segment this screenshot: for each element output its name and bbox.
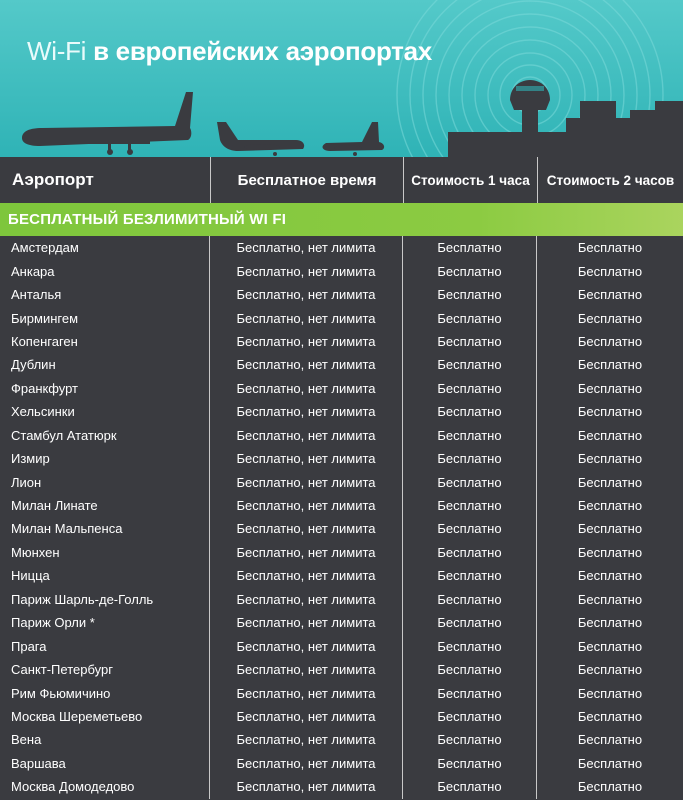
cell-free-time: Бесплатно, нет лимита [210,400,403,423]
terminal-building [448,101,683,157]
cell-airport: Москва Домодедово [0,775,210,798]
cell-airport: Мюнхен [0,541,210,564]
cell-cost-2h: Бесплатно [577,240,643,256]
cell-airport: Прага [0,634,210,657]
cell-cost-1h: Бесплатно [403,494,537,517]
header-cost-1h: Стоимость 1 часа [403,157,537,203]
cell-cost-1h: Бесплатно [403,236,537,259]
header-free-time: Бесплатное время [210,157,403,203]
cell-free-time: Бесплатно, нет лимита [210,775,403,798]
cell-cost-1h: Бесплатно [403,517,537,540]
cell-airport: Париж Орли * [0,611,210,634]
cell-free-time: Бесплатно, нет лимита [210,564,403,587]
cell-free-time: Бесплатно, нет лимита [210,236,403,259]
hero-banner [0,0,683,157]
cell-cost-1h: Бесплатно [403,658,537,681]
cell-cost-1h: Бесплатно [403,634,537,657]
cell-airport: Лион [0,470,210,493]
cell-cost-1h: Бесплатно [403,775,537,798]
cell-cost-1h: Бесплатно [403,400,537,423]
table-row [0,236,683,259]
cell-cost-2h: Бесплатно [577,638,643,654]
cell-cost-2h: Бесплатно [577,427,643,443]
cell-cost-1h: Бесплатно [403,377,537,400]
cell-cost-2h: Бесплатно [577,544,643,560]
cell-free-time: Бесплатно, нет лимита [210,306,403,329]
cell-cost-2h: Бесплатно [577,380,643,396]
cell-free-time: Бесплатно, нет лимита [210,494,403,517]
cell-airport: Анталья [0,283,210,306]
table-row [0,447,683,470]
cell-cost-2h: Бесплатно [577,779,643,795]
table-row [0,541,683,564]
cell-cost-2h: Бесплатно [577,685,643,701]
cell-cost-1h: Бесплатно [403,283,537,306]
table-row [0,330,683,353]
cell-airport: Милан Линате [0,494,210,517]
cell-airport: Париж Шарль-де-Голль [0,588,210,611]
cell-airport: Вена [0,728,210,751]
cell-airport: Хельсинки [0,400,210,423]
cell-airport: Рим Фьюмичино [0,681,210,704]
cell-airport: Амстердам [0,236,210,259]
table-row [0,681,683,704]
cell-free-time: Бесплатно, нет лимита [210,658,403,681]
cell-airport: Ницца [0,564,210,587]
table-row [0,283,683,306]
cell-cost-2h: Бесплатно [577,708,643,724]
table-row [0,658,683,681]
cell-cost-1h: Бесплатно [403,447,537,470]
table-row [0,470,683,493]
cell-cost-1h: Бесплатно [403,728,537,751]
cell-cost-1h: Бесплатно [403,470,537,493]
cell-free-time: Бесплатно, нет лимита [210,728,403,751]
title-wifi: Wi-Fi [27,36,87,66]
cell-airport: Стамбул Ататюрк [0,424,210,447]
cell-airport: Анкара [0,259,210,282]
section-banner: БЕСПЛАТНЫЙ БЕЗЛИМИТНЫЙ WI FI [0,203,683,236]
cell-cost-2h: Бесплатно [577,521,643,537]
cell-free-time: Бесплатно, нет лимита [210,259,403,282]
table-row [0,353,683,376]
cell-cost-2h: Бесплатно [577,732,643,748]
cell-cost-2h: Бесплатно [577,357,643,373]
cell-free-time: Бесплатно, нет лимита [210,447,403,470]
table-row [0,259,683,282]
cell-cost-2h: Бесплатно [577,755,643,771]
table-row [0,705,683,728]
table-row [0,424,683,447]
cell-cost-1h: Бесплатно [403,681,537,704]
cell-free-time: Бесплатно, нет лимита [210,424,403,447]
airport-skyline-illustration [0,0,683,157]
table-row [0,377,683,400]
cell-airport: Копенгаген [0,330,210,353]
cell-airport: Москва Шереметьево [0,705,210,728]
cell-airport: Милан Мальпенса [0,517,210,540]
cell-cost-1h: Бесплатно [403,259,537,282]
cell-airport: Измир [0,447,210,470]
cell-airport: Санкт-Петербург [0,658,210,681]
cell-cost-1h: Бесплатно [403,541,537,564]
cell-free-time: Бесплатно, нет лимита [210,681,403,704]
cell-cost-1h: Бесплатно [403,611,537,634]
cell-cost-2h: Бесплатно [577,404,643,420]
table-row [0,728,683,751]
cell-free-time: Бесплатно, нет лимита [210,353,403,376]
cell-free-time: Бесплатно, нет лимита [210,470,403,493]
header-airport: Аэропорт [12,170,94,189]
cell-free-time: Бесплатно, нет лимита [210,588,403,611]
cell-cost-2h: Бесплатно [577,310,643,326]
cell-airport: Варшава [0,752,210,775]
cell-cost-2h: Бесплатно [577,451,643,467]
cell-airport: Дублин [0,353,210,376]
cell-free-time: Бесплатно, нет лимита [210,634,403,657]
cell-free-time: Бесплатно, нет лимита [210,283,403,306]
cell-cost-1h: Бесплатно [403,588,537,611]
cell-cost-2h: Бесплатно [577,568,643,584]
airplane-icon [323,122,385,156]
cell-cost-2h: Бесплатно [577,662,643,678]
cell-cost-2h: Бесплатно [577,591,643,607]
cell-free-time: Бесплатно, нет лимита [210,377,403,400]
title-main: в европейских аэропортах [93,36,432,66]
cell-cost-2h: Бесплатно [577,263,643,279]
table-header [0,157,683,203]
cell-free-time: Бесплатно, нет лимита [210,541,403,564]
cell-cost-1h: Бесплатно [403,752,537,775]
table-row [0,494,683,517]
cell-cost-1h: Бесплатно [403,564,537,587]
cell-cost-1h: Бесплатно [403,705,537,728]
table-row [0,400,683,423]
cell-cost-1h: Бесплатно [403,330,537,353]
table-row [0,517,683,540]
cell-cost-1h: Бесплатно [403,353,537,376]
header-cost-2h: Стоимость 2 часов [537,157,683,203]
table-row [0,634,683,657]
table-row [0,775,683,798]
airplane-icon [217,122,304,156]
cell-free-time: Бесплатно, нет лимита [210,611,403,634]
airplane-icon [22,92,193,155]
table-row [0,564,683,587]
table-row [0,611,683,634]
table-row [0,588,683,611]
table-body [0,236,683,799]
cell-cost-2h: Бесплатно [577,615,643,631]
table-row [0,306,683,329]
cell-free-time: Бесплатно, нет лимита [210,517,403,540]
cell-cost-2h: Бесплатно [577,287,643,303]
cell-cost-1h: Бесплатно [403,306,537,329]
cell-cost-2h: Бесплатно [577,474,643,490]
cell-airport: Бирмингем [0,306,210,329]
cell-cost-2h: Бесплатно [577,498,643,514]
cell-free-time: Бесплатно, нет лимита [210,330,403,353]
page-title [27,36,432,67]
cell-cost-1h: Бесплатно [403,424,537,447]
cell-cost-2h: Бесплатно [577,333,643,349]
cell-free-time: Бесплатно, нет лимита [210,705,403,728]
table-row [0,752,683,775]
cell-free-time: Бесплатно, нет лимита [210,752,403,775]
cell-airport: Франкфурт [0,377,210,400]
